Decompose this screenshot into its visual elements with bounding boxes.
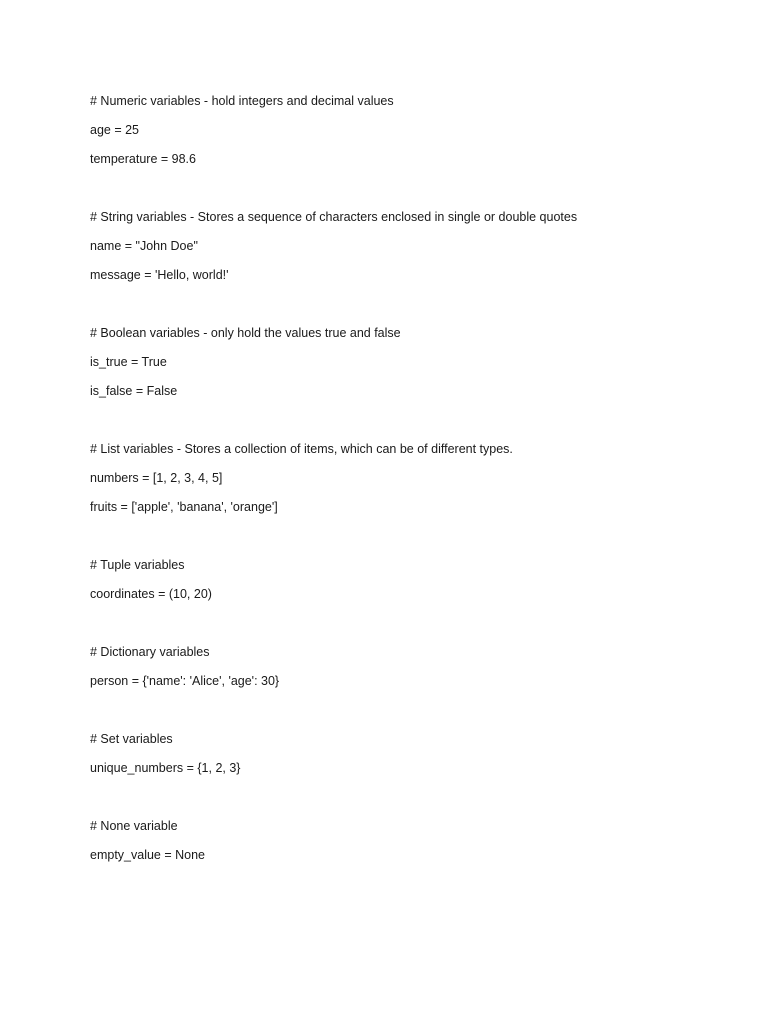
code-line: fruits = ['apple', 'banana', 'orange'] — [90, 500, 278, 514]
dictionary-variables-section — [90, 643, 710, 691]
string-variables-section — [90, 208, 710, 285]
comment-line: # Tuple variables — [90, 558, 185, 572]
blank-line — [90, 701, 710, 720]
blank-line — [90, 527, 710, 546]
code-line: is_false = False — [90, 384, 178, 398]
code-line: is_true = True — [90, 355, 167, 369]
comment-line: # List variables - Stores a collection of items, which can be of different types. — [90, 442, 513, 456]
tuple-variables-section — [90, 556, 710, 604]
code-line: empty_value = None — [90, 848, 206, 862]
comment-line: # Set variables — [90, 732, 173, 746]
code-line: temperature = 98.6 — [90, 152, 196, 166]
code-line: name = "John Doe" — [90, 239, 198, 253]
blank-line — [90, 788, 710, 807]
blank-line — [90, 295, 710, 314]
blank-line — [90, 179, 710, 198]
comment-line: # Numeric variables - hold integers and decimal values — [90, 94, 394, 108]
comment-line: # String variables - Stores a sequence of characters enclosed in single or double quotes — [90, 210, 578, 224]
list-variables-section — [90, 440, 710, 517]
boolean-variables-section — [90, 324, 710, 401]
blank-line — [90, 411, 710, 430]
code-line: person = {'name': 'Alice', 'age': 30} — [90, 674, 280, 688]
document-body — [90, 92, 710, 875]
set-variables-section — [90, 730, 710, 778]
code-line: age = 25 — [90, 123, 140, 137]
code-line: coordinates = (10, 20) — [90, 587, 212, 601]
blank-line — [90, 614, 710, 633]
code-line: numbers = [1, 2, 3, 4, 5] — [90, 471, 223, 485]
none-variable-section — [90, 817, 710, 865]
code-line: unique_numbers = {1, 2, 3} — [90, 761, 241, 775]
comment-line: # None variable — [90, 819, 178, 833]
comment-line: # Boolean variables - only hold the values true and false — [90, 326, 401, 340]
code-line: message = 'Hello, world!' — [90, 268, 229, 282]
numeric-variables-section — [90, 92, 710, 169]
comment-line: # Dictionary variables — [90, 645, 210, 659]
